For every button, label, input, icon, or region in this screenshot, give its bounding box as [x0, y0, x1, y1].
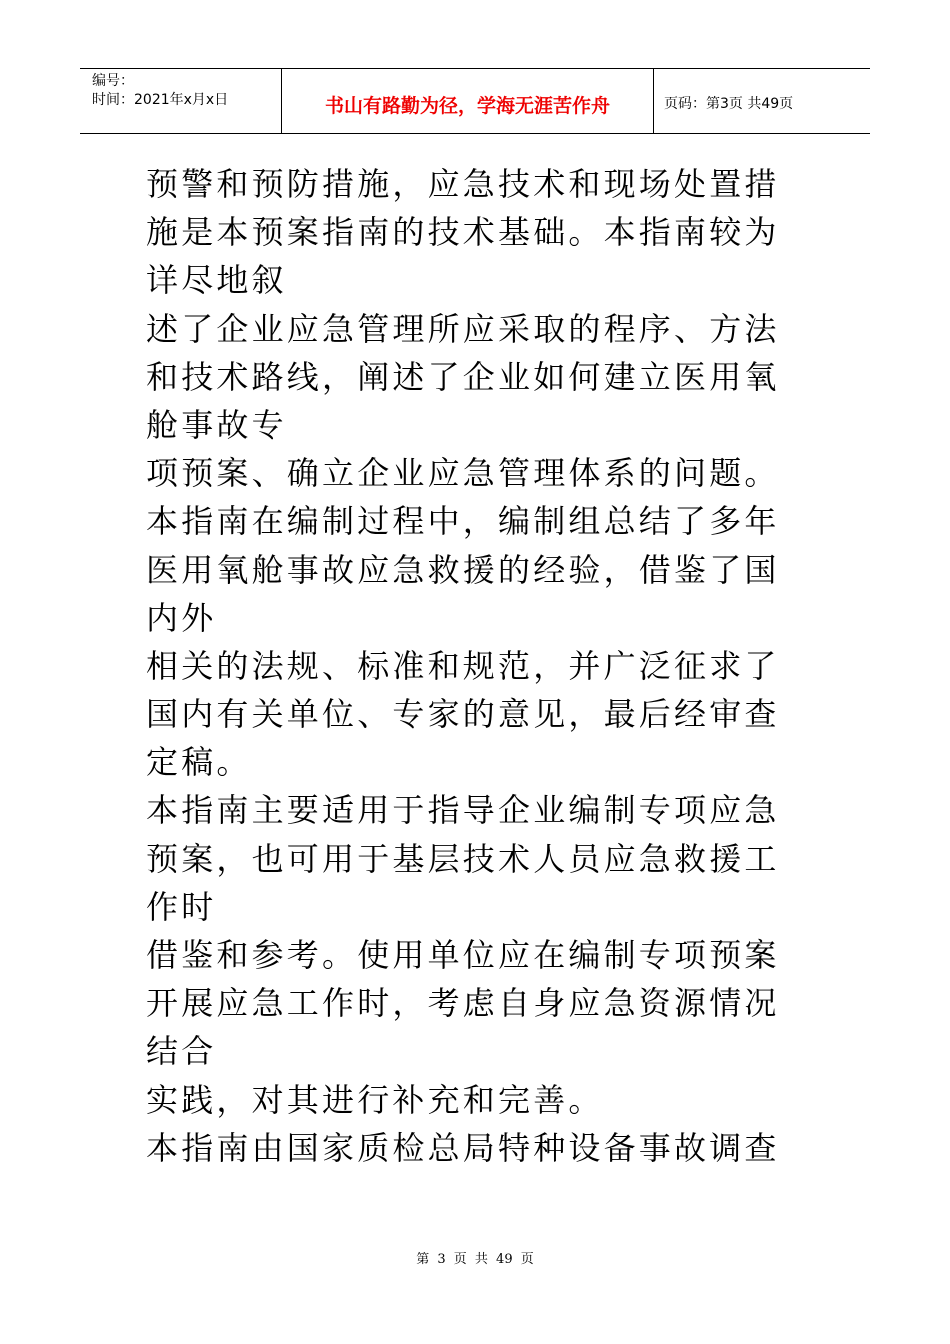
- body-line: 施是本预案指南的技术基础。本指南较为: [146, 213, 780, 252]
- body-line: 本指南主要适用于指导企业编制专项应急: [146, 791, 780, 830]
- body-line: 借鉴和参考。使用单位应在编制专项预案: [146, 936, 780, 974]
- body-line: 相关的法规、标准和规范，并广泛征求了: [146, 646, 780, 685]
- body-line: 开展应急工作时，考虑自身应急资源情况: [146, 984, 780, 1023]
- body-line: 舱事故专: [146, 405, 287, 444]
- body-line: 和技术路线，阐述了企业如何建立医用氧: [146, 357, 780, 396]
- body-line: 本指南在编制过程中，编制组总结了多年: [146, 502, 780, 541]
- document-number-label: 编号：: [92, 73, 134, 89]
- page-footer: 第 3 页 共 49 页: [416, 1252, 534, 1267]
- body-line: 预案，也可用于基层技术人员应急救援工: [146, 839, 780, 878]
- body-line: 项预案、确立企业应急管理体系的问题。: [146, 454, 780, 493]
- document-body: [146, 160, 826, 1172]
- document-time-label: 时间：2021年x月x日: [92, 92, 229, 108]
- body-line: 国内有关单位、专家的意见，最后经审查: [146, 695, 780, 734]
- body-line: 结合: [146, 1032, 217, 1071]
- body-line: 作时: [146, 887, 217, 926]
- document-header: [80, 68, 870, 134]
- header-meta-cell: [80, 69, 282, 133]
- body-line: 述了企业应急管理所应采取的程序、方法: [146, 309, 780, 348]
- body-line: 实践，对其进行补充和完善。: [146, 1080, 604, 1119]
- body-line: 医用氧舱事故应急救援的经验，借鉴了国: [146, 550, 780, 589]
- body-line: 预警和预防措施，应急技术和现场处置措: [146, 165, 780, 203]
- header-page-info: 页码：第3页 共49页: [664, 96, 794, 112]
- body-line: 定稿。: [146, 743, 252, 782]
- body-line: 本指南由国家质检总局特种设备事故调查: [146, 1128, 780, 1167]
- body-line: 详尽地叙: [146, 261, 287, 300]
- body-line: 内外: [146, 598, 217, 637]
- header-motto: 书山有路勤为径，学海无涯苦作舟: [282, 69, 654, 133]
